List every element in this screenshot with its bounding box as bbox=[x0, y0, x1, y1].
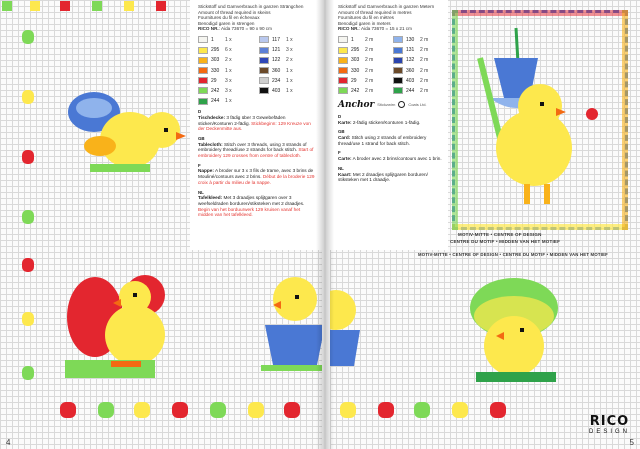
thread-amount: 1 x bbox=[225, 36, 232, 43]
swatch-row bbox=[198, 36, 255, 44]
thread-amount: 1 x bbox=[286, 87, 293, 94]
anchor-brand-row bbox=[338, 100, 444, 110]
language-code: D bbox=[338, 113, 342, 119]
language-code: GB bbox=[198, 135, 205, 141]
thread-number: 360 bbox=[272, 67, 281, 74]
thread-amount: 1 x bbox=[225, 67, 232, 74]
swatch-grid bbox=[198, 36, 316, 105]
thread-number: 130 bbox=[406, 36, 415, 43]
chick-with-green-egg-bottom bbox=[460, 272, 570, 392]
swatch-row bbox=[259, 87, 316, 95]
instruction-text: Met 3 draadjes splijtgaren over 3 weefseldraden borduren/stiksteken met 2 draadjes. bbox=[198, 195, 305, 206]
thread-amount: 3 x bbox=[225, 87, 232, 94]
instruction-text: 3 fädig über 3 Gewebefäden sticken/Konturen 2-fädig. bbox=[198, 114, 286, 126]
chick-blue-egg-left bbox=[330, 270, 370, 370]
language-code: F bbox=[338, 150, 341, 156]
color-swatch bbox=[338, 87, 348, 94]
thread-amount: 2 m bbox=[365, 57, 374, 64]
anchor-logo: Anchor bbox=[338, 99, 375, 110]
instruction-label: Karte: bbox=[338, 119, 352, 125]
thread-amount: 2 m bbox=[420, 36, 429, 43]
thread-amount: 2 m bbox=[365, 77, 374, 84]
color-swatch bbox=[393, 87, 403, 94]
instruction-label: Nappe: bbox=[198, 168, 214, 174]
swatch-row bbox=[338, 67, 389, 75]
border-eggs-right-bottom bbox=[340, 400, 540, 420]
thread-number: 244 bbox=[211, 98, 220, 105]
swatch-row bbox=[393, 56, 444, 64]
start-note: Begin van het borduurwerk 129 kruisen vanaf het midden van het tafelkleed. bbox=[198, 206, 301, 218]
color-swatch bbox=[393, 36, 403, 43]
instruction-label: Kaart: bbox=[338, 171, 352, 177]
chick-blue-egg-bottom bbox=[255, 265, 322, 375]
border-eggs-bottom bbox=[60, 400, 322, 420]
thread-amount: 3 x bbox=[225, 77, 232, 84]
instructions-right bbox=[338, 114, 444, 183]
thread-number: 29 bbox=[351, 77, 357, 84]
instruction-label: Carte: bbox=[338, 156, 352, 162]
color-swatch bbox=[198, 77, 208, 84]
color-swatch bbox=[259, 47, 269, 54]
swatch-row bbox=[259, 46, 316, 54]
motif-centre-bar: MOTIV-MITTE • CENTRE OF DESIGN • CENTRE DU MOTIF • MIDDEN VAN HET MOTIEF bbox=[418, 252, 608, 257]
color-swatch bbox=[393, 57, 403, 64]
color-swatch bbox=[259, 87, 269, 94]
rico-design-logo: RICO DESIGN bbox=[588, 414, 630, 435]
page-number-right: 5 bbox=[629, 438, 634, 447]
swatch-row bbox=[338, 56, 389, 64]
border-eggs-left-column bbox=[22, 20, 36, 440]
color-swatch bbox=[198, 47, 208, 54]
start-note: Start of embroidery 129 crosses from centre of tablecloth. bbox=[198, 147, 314, 159]
color-swatch bbox=[393, 77, 403, 84]
color-swatch bbox=[198, 67, 208, 74]
color-swatch bbox=[198, 36, 208, 43]
swatch-row bbox=[259, 36, 316, 44]
color-swatch bbox=[198, 57, 208, 64]
motif-centre-label-2: CENTRE DU MOTIF • MIDDEN VAN HET MOTIEF bbox=[450, 239, 561, 244]
thread-amount: 2 m bbox=[420, 47, 429, 54]
thread-number: 244 bbox=[406, 87, 415, 94]
instruction-label: Tablecloth: bbox=[198, 141, 223, 147]
thread-number: 330 bbox=[211, 67, 220, 74]
start-note: Début de la broderie 129 croix à partir du milieu de la nappe. bbox=[198, 174, 315, 185]
swatch-row bbox=[259, 67, 316, 75]
thread-legend-panel-right bbox=[330, 0, 448, 250]
thread-number: 330 bbox=[351, 67, 360, 74]
thread-amount: 2 m bbox=[420, 67, 429, 74]
thread-number: 1 bbox=[211, 36, 214, 43]
right-page bbox=[330, 0, 640, 449]
thread-number: 403 bbox=[272, 87, 281, 94]
swatch-row bbox=[338, 77, 389, 85]
swatch-row bbox=[198, 67, 255, 75]
instruction-text: A broder sur 3 x 3 fils de trame, avec 3 brins de Mouliné/contours avec 2 brins. bbox=[198, 168, 314, 180]
thread-header-right: Stickstoff und Garnverbrauch in ganzen Metern Amount of thread required in metres Fournitures du fil en mètres Benodigd garen in meters RICO NR.: Aida 73670 = 15 x 21 cm bbox=[338, 4, 435, 32]
instructions bbox=[198, 109, 316, 218]
instruction-section bbox=[198, 109, 316, 132]
color-swatch bbox=[393, 67, 403, 74]
thread-number: 1 bbox=[351, 36, 354, 43]
swatch-row bbox=[393, 46, 444, 54]
instruction-text: Stitch using 2 strands of embroidery thread/use 1 strand for back stitch. bbox=[338, 135, 427, 146]
thread-number: 295 bbox=[351, 47, 360, 54]
book-gutter bbox=[316, 0, 334, 449]
swatch-row bbox=[393, 77, 444, 85]
color-swatch bbox=[259, 77, 269, 84]
swatch-row bbox=[393, 67, 444, 75]
language-code: GB bbox=[338, 129, 345, 135]
instruction-label: Card: bbox=[338, 135, 351, 141]
thread-number: 234 bbox=[272, 77, 281, 84]
color-swatch bbox=[259, 36, 269, 43]
thread-amount: 2 x bbox=[286, 57, 293, 64]
thread-amount: 2 m bbox=[365, 67, 374, 74]
thread-amount: 2 m bbox=[365, 87, 374, 94]
swatch-row bbox=[259, 77, 316, 85]
language-code: NL bbox=[338, 165, 344, 171]
swatch-row bbox=[198, 97, 255, 105]
language-code: F bbox=[198, 162, 201, 168]
language-code: NL bbox=[198, 189, 204, 195]
swatch-row bbox=[338, 46, 389, 54]
thread-amount: 2 m bbox=[420, 77, 429, 84]
instruction-text: A broder avec 2 brins/contours avec 1 brin. bbox=[352, 156, 442, 162]
thread-number: 242 bbox=[211, 87, 220, 94]
instruction-section bbox=[338, 114, 444, 125]
color-swatch bbox=[198, 87, 208, 94]
coats-circle-icon bbox=[398, 101, 405, 108]
instruction-section bbox=[198, 136, 316, 159]
chick-with-bluebell bbox=[460, 18, 620, 218]
thread-amount: 2 m bbox=[420, 87, 429, 94]
color-swatch bbox=[338, 57, 348, 64]
swatch-row bbox=[198, 87, 255, 95]
chick-with-blue-egg bbox=[60, 88, 180, 198]
instruction-section bbox=[338, 150, 444, 161]
thread-amount: 1 x bbox=[286, 67, 293, 74]
instruction-section bbox=[198, 190, 316, 219]
thread-amount: 6 x bbox=[225, 47, 232, 54]
thread-amount: 2 m bbox=[365, 47, 374, 54]
color-swatch bbox=[259, 67, 269, 74]
instruction-text: Met 2 draadjes splijtgaren borduren/ stiksteken met 1 draadje. bbox=[338, 171, 428, 183]
thread-amount: 2 m bbox=[420, 57, 429, 64]
color-swatch bbox=[338, 67, 348, 74]
instruction-text: 2-fädig sticken/Konturen 1-fädig. bbox=[352, 119, 421, 125]
swatch-row bbox=[393, 36, 444, 44]
thread-number: 303 bbox=[211, 57, 220, 64]
thread-number: 303 bbox=[351, 57, 360, 64]
thread-amount: 1 x bbox=[225, 98, 232, 105]
swatch-row bbox=[259, 56, 316, 64]
border-eggs-top-left bbox=[0, 0, 190, 20]
color-swatch bbox=[338, 47, 348, 54]
instruction-section bbox=[338, 166, 444, 183]
swatch-row bbox=[198, 46, 255, 54]
thread-header: Stickstoff und Garnverbrauch in ganzen Strängchen Amount of thread required in skeins Fournitures du fil en échevaux Benodigd garen in strengen RICO NR.: Aida 73670 = 90 x 90 cm bbox=[198, 4, 304, 32]
thread-number: 360 bbox=[406, 67, 415, 74]
color-swatch bbox=[393, 47, 403, 54]
start-note: Stickbeginn: 129 Kreuze von der Deckenmitte aus. bbox=[198, 120, 311, 132]
instruction-label: Tafelkleed: bbox=[198, 195, 223, 201]
swatch-row bbox=[338, 36, 389, 44]
swatch-row bbox=[393, 87, 444, 95]
thread-amount: 2 x bbox=[225, 57, 232, 64]
anchor-sub: Stickzwirn bbox=[377, 102, 396, 108]
color-swatch bbox=[198, 98, 208, 105]
instruction-text: Stitch over 3 threads, using 3 strands of embroidery thread/use 2 strands for back stitch. bbox=[198, 141, 307, 153]
thread-number: 295 bbox=[211, 47, 220, 54]
motif-centre-label-1: MOTIV-MITTE • CENTRE OF DESIGN bbox=[458, 232, 542, 237]
thread-amount: 1 x bbox=[286, 77, 293, 84]
thread-number: 242 bbox=[351, 87, 360, 94]
instruction-label: Tischdecke: bbox=[198, 114, 226, 120]
thread-number: 131 bbox=[406, 47, 415, 54]
swatch-row bbox=[338, 87, 389, 95]
thread-number: 117 bbox=[272, 36, 280, 43]
thread-amount: 2 m bbox=[365, 36, 374, 43]
thread-amount: 1 x bbox=[286, 36, 293, 43]
swatch-row bbox=[198, 56, 255, 64]
instruction-section bbox=[338, 129, 444, 146]
coats-label: Coats Ltd. bbox=[408, 102, 427, 108]
thread-number: 403 bbox=[406, 77, 415, 84]
thread-legend-panel bbox=[190, 0, 322, 250]
color-swatch bbox=[338, 36, 348, 43]
swatch-row bbox=[198, 77, 255, 85]
color-swatch bbox=[259, 57, 269, 64]
thread-number: 122 bbox=[272, 57, 281, 64]
page-number: 4 bbox=[6, 438, 11, 447]
thread-amount: 3 x bbox=[286, 47, 293, 54]
swatch-grid-right bbox=[338, 36, 444, 95]
thread-number: 29 bbox=[211, 77, 217, 84]
instruction-section bbox=[198, 163, 316, 186]
color-swatch bbox=[338, 77, 348, 84]
thread-number: 132 bbox=[406, 57, 415, 64]
language-code: D bbox=[198, 109, 202, 115]
thread-number: 121 bbox=[272, 47, 281, 54]
chick-with-red-egg bbox=[55, 265, 185, 385]
